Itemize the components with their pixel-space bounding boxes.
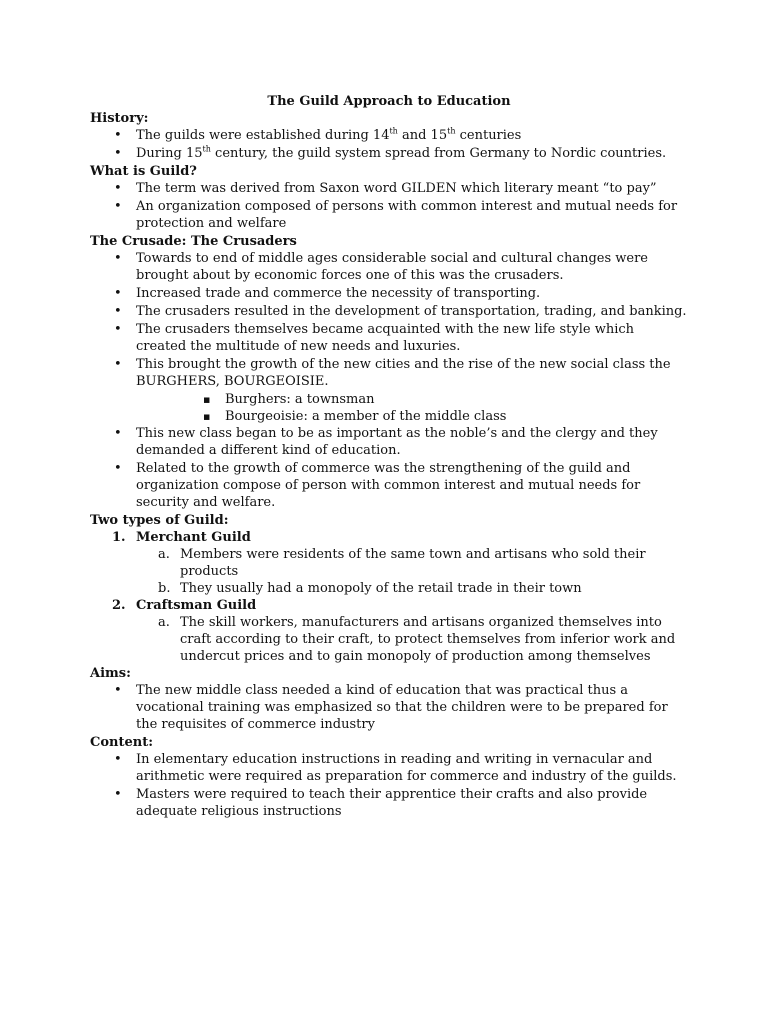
list-item: • An organization composed of persons with common interest and mutual needs for protection and welfare bbox=[90, 198, 688, 232]
list-item bbox=[90, 145, 688, 162]
list-item: • The crusaders resulted in the development of transportation, trading, and banking. bbox=[90, 303, 688, 320]
list-item: • This brought the growth of the new cities and the rise of the new social class the BURGHERS, BOURGEOISIE. bbox=[90, 356, 688, 390]
document-title: The Guild Approach to Education bbox=[267, 94, 511, 109]
list-letter: b. bbox=[158, 581, 171, 596]
guild-type-title: Craftsman Guild bbox=[136, 598, 257, 613]
list-number: 1. bbox=[112, 530, 126, 545]
sub-list-item: ▪ Burghers: a townsman bbox=[90, 391, 688, 408]
guild-types-list bbox=[90, 529, 688, 665]
superscript: th bbox=[389, 126, 398, 136]
numbered-item-merchant bbox=[90, 529, 688, 546]
list-item: • Masters were required to teach their apprentice their crafts and also provide adequate religious instructions bbox=[90, 786, 688, 820]
what-is-guild-list bbox=[90, 180, 688, 232]
list-item: • This new class began to be as important as the noble’s and the clergy and they demanded a different kind of education. bbox=[90, 425, 688, 459]
lettered-item bbox=[90, 546, 688, 580]
list-item: • Increased trade and commerce the necessity of transporting. bbox=[90, 285, 688, 302]
history-list bbox=[90, 127, 688, 162]
section-heading-what-is-guild: What is Guild? bbox=[90, 164, 197, 179]
section-heading-history: History: bbox=[90, 111, 149, 126]
item-text: The skill workers, manufacturers and artisans organized themselves into craft according to their craft, to protect themselves from inferior work and undercut prices and to gain monopoly of production among themselves bbox=[180, 615, 676, 664]
crusade-list-continued bbox=[90, 425, 688, 511]
aims-list bbox=[90, 682, 688, 733]
list-item: • Towards to end of middle ages considerable social and cultural changes were brought about by economic forces one of this was the crusaders. bbox=[90, 250, 688, 284]
list-item bbox=[90, 127, 688, 144]
list-item: • In elementary education instructions in reading and writing in vernacular and arithmetic were required as preparation for commerce and industry of the guilds. bbox=[90, 751, 688, 785]
list-item: • The new middle class needed a kind of education that was practical thus a vocational training was emphasized so that the children were to be prepared for the requisites of commerce industry bbox=[90, 682, 688, 733]
item-text: Members were residents of the same town and artisans who sold their products bbox=[180, 547, 646, 579]
numbered-item-craftsman bbox=[90, 597, 688, 614]
list-letter: a. bbox=[158, 615, 170, 630]
sub-list-item: ▪ Bourgeoisie: a member of the middle class bbox=[90, 408, 688, 425]
text-run: The guilds were established during 14 bbox=[136, 128, 390, 143]
lettered-item bbox=[90, 580, 688, 597]
list-item: • The crusaders themselves became acquainted with the new life style which created the multitude of new needs and luxuries. bbox=[90, 321, 688, 355]
crusade-list bbox=[90, 250, 688, 390]
text-run: During 15 bbox=[136, 146, 203, 161]
list-letter: a. bbox=[158, 547, 170, 562]
superscript: th bbox=[447, 126, 456, 136]
guild-type-title: Merchant Guild bbox=[136, 530, 251, 545]
lettered-item bbox=[90, 614, 688, 665]
crusade-sublist bbox=[90, 391, 688, 425]
list-number: 2. bbox=[112, 598, 126, 613]
text-run: century, the guild system spread from Germany to Nordic countries. bbox=[210, 146, 667, 161]
text-run: and 15 bbox=[397, 128, 448, 143]
section-heading-aims: Aims: bbox=[90, 666, 131, 681]
list-item: • Related to the growth of commerce was the strengthening of the guild and organization compose of person with common interest and mutual needs for security and welfare. bbox=[90, 460, 688, 511]
item-text: They usually had a monopoly of the retail trade in their town bbox=[180, 581, 582, 596]
section-heading-types: Two types of Guild: bbox=[90, 513, 229, 528]
content-list bbox=[90, 751, 688, 820]
section-heading-content: Content: bbox=[90, 735, 154, 750]
list-item: • The term was derived from Saxon word GILDEN which literary meant “to pay” bbox=[90, 180, 688, 197]
text-run: centuries bbox=[455, 128, 522, 143]
section-heading-crusade: The Crusade: The Crusaders bbox=[90, 234, 297, 249]
superscript: th bbox=[202, 144, 211, 154]
